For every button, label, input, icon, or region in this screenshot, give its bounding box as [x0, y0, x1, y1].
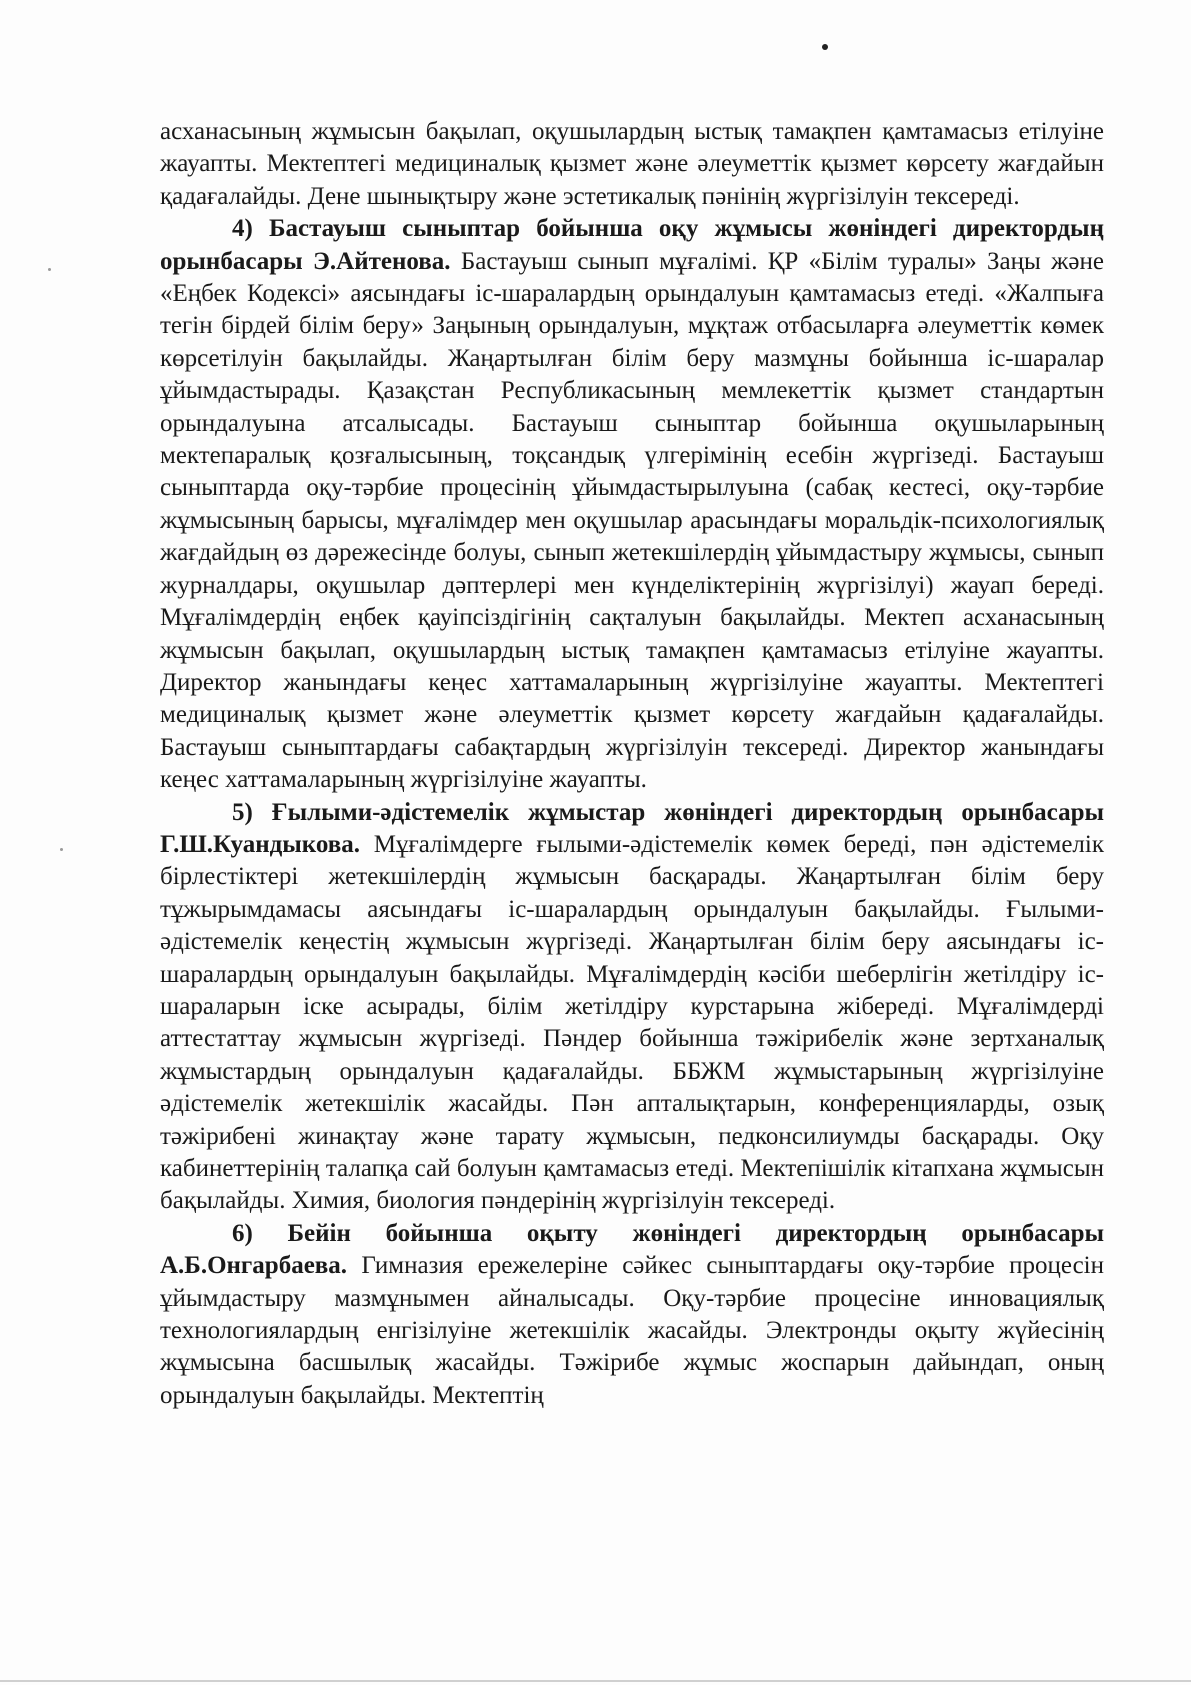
paragraph-item-5: [160, 797, 1104, 1218]
scan-speck: [48, 268, 51, 271]
paragraph-text: Гимназия ережелеріне сәйкес сыныптардағы оқу-тәрбие процесін ұйымдастыру мазмұнымен айналысады. Оқу-тәрбие процесіне инновациялық технологиялардың енгізілуіне жетекшілік жасайды. Электронды оқыту жүйесінің жұмысына басшылық жасайды. Тәжірибе жұмыс жоспарын дайындап, оның орындалуын бақылайды. Мектептің: [160, 1252, 1104, 1409]
scan-bottom-edge: [0, 1680, 1191, 1682]
paragraph-item-6: [160, 1218, 1104, 1412]
scan-dot-mark: [822, 44, 828, 50]
document-body: [160, 116, 1104, 1412]
paragraph-text: Мұғалімдерге ғылыми-әдістемелік көмек береді, пән әдістемелік бірлестіктері жетекшілердің жұмысын басқарады. Жаңартылған білім беру тұжырымдамасы аясындағы іс-шаралардың орындалуын бақылайды. Ғылыми-әдістемелік кеңестің жұмысын жүргізеді. Жаңартылған білім беру аясындағы іс-шаралардың орындалуын бақылайды. Мұғалімдердің кәсіби шеберлігін жетілдіру іс-шараларын іске асырады, білім жетілдіру курстарына жібереді. Мұғалімдерді аттестаттау жұмысын жүргізеді. Пәндер бойынша тәжірибелік және зертханалық жұмыстардың орындалуын қадағалайды. ББЖМ жұмыстарының жүргізілуіне әдістемелік жетекшілік жасайды. Пән апталықтарын, конференцияларды, озық тәжірибені жинақтау және тарату жұмысын, педконсилиумды басқарады. Оқу кабинеттерінің талапқа сай болуын қамтамасыз етеді. Мектепішілік кітапхана жұмысын бақылайды. Химия, биология пәндерінің жүргізілуін тексереді.: [160, 830, 1104, 1215]
paragraph-text: Бастауыш сынып мұғалімі. ҚР «Білім туралы» Заңы және «Еңбек Кодексі» аясындағы іс-шаралардың орындалуын қамтамасыз етеді. «Жалпыға тегін бірдей білім беру» Заңының орындалуын, мұқтаж отбасыларға әлеуметтік көмек көрсетілуін бақылайды. Жаңартылған білім беру мазмұны бойынша іс-шаралар ұйымдастырады. Қазақстан Республикасының мемлекеттік қызмет стандартын орындалуына атсалысады. Бастауыш сыныптар бойынша оқушыларының мектепаралық қозғалысының, тоқсандық үлгерімінің есебін жүргізеді. Бастауыш сыныптарда оқу-тәрбие процесінің ұйымдастырылуына (сабақ кестесі, оқу-тәрбие жұмысының барысы, мұғалімдер мен оқушылар арасындағы моральдік-психологиялық жағдайдың өз дәрежесінде болуы, сынып жетекшілердің ұйымдастыру жұмысы, сынып журналдары, оқушылар дәптерлері мен күнделіктерінің жүргізілуі) жауап береді. Мұғалімдердің еңбек қауіпсіздігінің сақталуын бақылайды. Мектеп асханасының жұмысын бақылап, оқушылардың ыстық тамақпен қамтамасыз етілуіне жауапты. Директор жанындағы кеңес хаттамаларының жүргізілуіне жауапты. Мектептегі медициналық қызмет және әлеуметтік қызмет көрсету жағдайын қадағалайды. Бастауыш сыныптардағы сабақтардың жүргізілуін тексереді. Директор жанындағы кеңес хаттамаларының жүргізілуіне жауапты.: [160, 247, 1104, 794]
paragraph-continuation: [160, 116, 1104, 213]
paragraph-heading: 4) Бастауыш сыныптар бойынша оқу жұмысы жөніндегі директордың орынбасары Э.Айтенова.: [160, 215, 1104, 275]
scan-speck: [60, 848, 63, 851]
paragraph-text: асханасының жұмысын бақылап, оқушылардың ыстық тамақпен қамтамасыз етілуіне жауапты. Мектептегі медициналық қызмет және әлеуметтік қызмет көрсету жағдайын қадағалайды. Дене шынықтыру және эстетикалық пәнінің жүргізілуін тексереді.: [160, 118, 1104, 210]
paragraph-heading: 5) Ғылыми-әдістемелік жұмыстар жөніндегі директордың орынбасары Г.Ш.Куандыкова.: [160, 798, 1104, 858]
paragraph-item-4: [160, 213, 1104, 796]
paragraph-heading: 6) Бейін бойынша оқыту жөніндегі директордың орынбасары А.Б.Онгарбаева.: [160, 1219, 1104, 1280]
